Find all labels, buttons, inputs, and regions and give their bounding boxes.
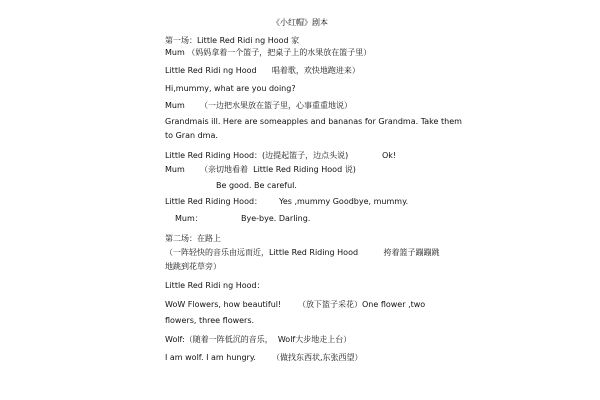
dialogue-line: One flower ,two: [362, 300, 426, 309]
stage-direction: 地跳到花草旁）: [165, 262, 221, 271]
speaker-name: Mum：: [175, 214, 203, 223]
dialogue-line: Ok!: [382, 151, 397, 160]
dialogue-line: Yes ,mummy Goodbye, mummy.: [279, 197, 409, 206]
scene-two-heading: 第二场：在路上: [165, 234, 221, 243]
speaker-name: Little Red Riding Hood：: [165, 197, 263, 206]
stage-direction: Little Red Ridi ng Hood 唱着歌，欢快地跑进来）: [165, 66, 360, 75]
speaker-name: Little Red Ridi ng Hood：: [165, 281, 265, 290]
dialogue-line: I am wolf. I am hungry.: [165, 353, 256, 362]
dialogue-line: WoW Flowers, how beautiful!: [165, 300, 282, 309]
dialogue-line: flowers, three flowers.: [165, 316, 255, 325]
dialogue-line: Be good. Be careful.: [216, 181, 297, 190]
stage-direction: Little Red Riding Hood：(边提起篮子，边点头说): [165, 151, 349, 160]
stage-direction: （放下篮子采花）: [298, 300, 362, 309]
stage-direction: Mum （一边把水果放在篮子里，心事重重地说）: [165, 101, 353, 110]
dialogue-line: Bye-bye. Darling.: [241, 214, 311, 223]
stage-direction: （做找东西状,东张西望）: [272, 353, 363, 362]
stage-direction: （一阵轻快的音乐由远而近，Little Red Riding Hood 挎着篮子蹦蹦跳: [165, 248, 440, 257]
dialogue-line: to Gran dma.: [165, 131, 218, 140]
script-title: 《小红帽》剧本: [272, 18, 328, 27]
stage-direction: Mum （亲切地看着 Little Red Riding Hood 说): [165, 165, 356, 174]
scene-one-heading: 第一场：Little Red Ridi ng Hood 家: [165, 36, 300, 45]
dialogue-line: Hi,mummy, what are you doing?: [165, 84, 296, 93]
dialogue-line: Grandmais ill. Here are someapples and bananas for Grandma. Take them: [165, 117, 462, 126]
stage-direction: Mum （妈妈拿着一个篮子，把桌子上的水果放在篮子里）: [165, 48, 372, 57]
stage-direction: Wolf:（随着一阵低沉的音乐， Wolf大步地走上台）: [165, 335, 352, 344]
